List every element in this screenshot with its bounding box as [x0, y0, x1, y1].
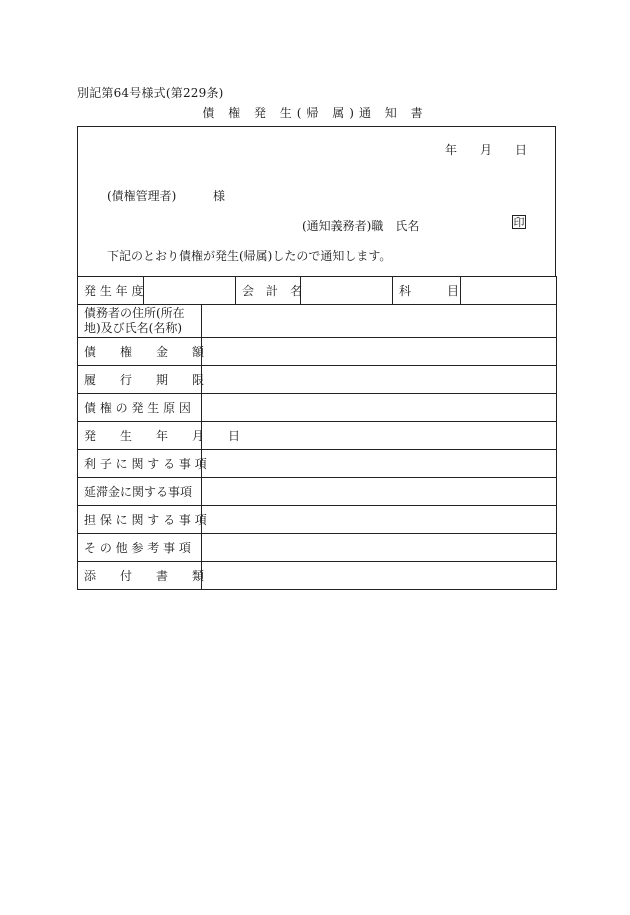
- table-row: [78, 450, 557, 478]
- row-label-late-fee: 延滞金に関する事項: [78, 478, 202, 506]
- row-value-amount[interactable]: [202, 338, 557, 366]
- row-value-collateral[interactable]: [202, 506, 557, 534]
- item-label: 科 目: [393, 277, 461, 305]
- row-label-deadline: 履 行 期 限: [78, 366, 202, 394]
- addressee-label: (債権管理者): [107, 189, 177, 203]
- date-month-label: 月: [480, 143, 493, 157]
- row-label-date: 発 生 年 月 日: [78, 422, 202, 450]
- row-label-amount: 債 権 金 額: [78, 338, 202, 366]
- row-label-attachments: 添 付 書 類: [78, 562, 202, 590]
- row-value-date[interactable]: [202, 422, 557, 450]
- row-value-late-fee[interactable]: [202, 478, 557, 506]
- row-value-other[interactable]: [202, 534, 557, 562]
- table-row: [78, 422, 557, 450]
- row-label-cause: 債 権 の 発 生 原 因: [78, 394, 202, 422]
- table-row: [78, 366, 557, 394]
- row-value-deadline[interactable]: [202, 366, 557, 394]
- row-label-other: そ の 他 参 考 事 項: [78, 534, 202, 562]
- table-row: [78, 506, 557, 534]
- date-year-label: 年: [445, 143, 458, 157]
- table-row: [78, 478, 557, 506]
- table-row: [78, 305, 557, 338]
- seal-mark: 印: [513, 216, 525, 229]
- row-label-debtor: 債務者の住所(所在地)及び氏名(名称): [78, 305, 202, 338]
- table-row: [78, 394, 557, 422]
- table-row: [78, 562, 557, 590]
- row-value-attachments[interactable]: [202, 562, 557, 590]
- row-value-cause[interactable]: [202, 394, 557, 422]
- fiscal-year-value[interactable]: [144, 277, 236, 305]
- account-name-label: 会 計 名: [236, 277, 301, 305]
- addressee-suffix: 様: [213, 189, 226, 203]
- fiscal-year-label: 発 生 年 度: [78, 277, 144, 305]
- item-value[interactable]: [461, 277, 557, 305]
- row-value-debtor[interactable]: [202, 305, 557, 338]
- detail-table: [77, 276, 557, 590]
- row-label-collateral: 担 保 に 関 す る 事 項: [78, 506, 202, 534]
- notice-text: 下記のとおり債権が発生(帰属)したので通知します。: [107, 249, 392, 263]
- form-number: 別記第64号様式(第229条): [77, 86, 224, 100]
- table-row: [78, 534, 557, 562]
- account-name-value[interactable]: [301, 277, 393, 305]
- notifier-label: (通知義務者)職 氏名: [302, 219, 420, 233]
- row-label-interest: 利 子 に 関 す る 事 項: [78, 450, 202, 478]
- row-value-interest[interactable]: [202, 450, 557, 478]
- table-row: [78, 338, 557, 366]
- document-title: 債 権 発 生(帰 属)通 知 書: [202, 106, 428, 120]
- table-row-header: [78, 277, 557, 305]
- date-day-label: 日: [515, 143, 528, 157]
